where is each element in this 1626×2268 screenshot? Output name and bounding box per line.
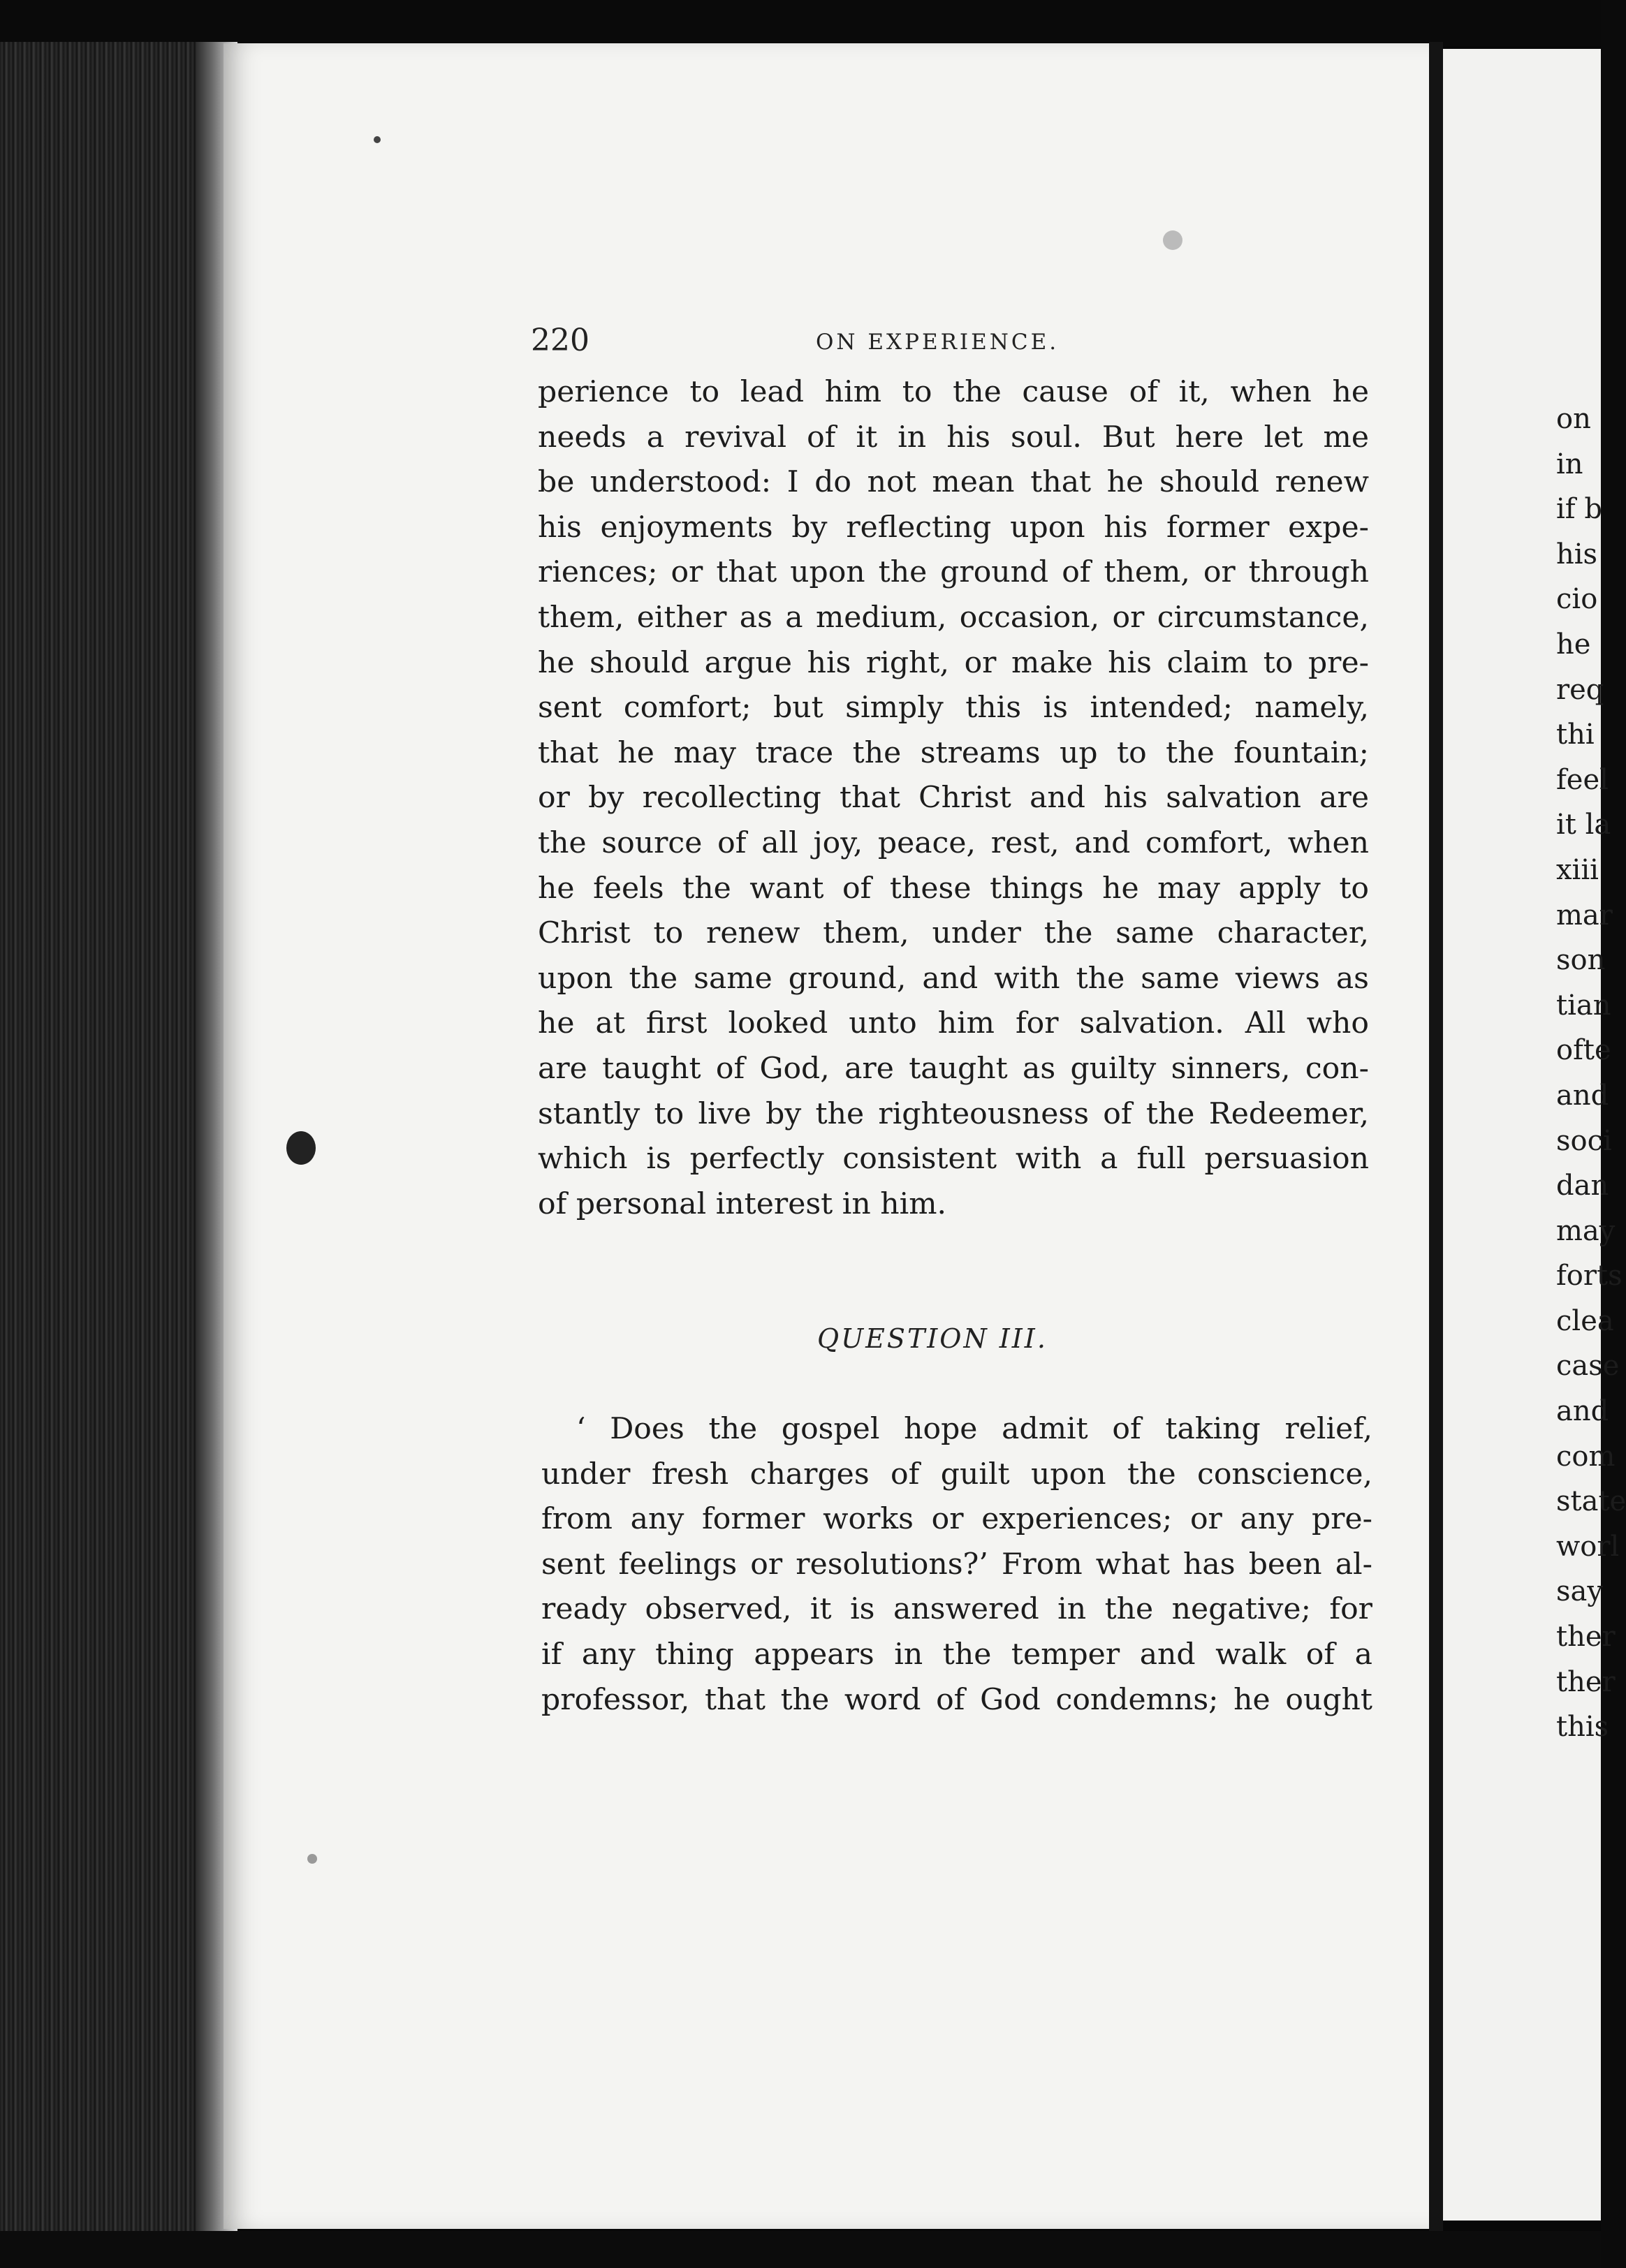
facing-line: his xyxy=(1556,538,1598,570)
facing-line: forts xyxy=(1556,1260,1623,1293)
text-line: his enjoyments by reflecting upon his former expe- xyxy=(538,510,1369,545)
facing-line: cio xyxy=(1556,583,1598,616)
facing-line: worl xyxy=(1556,1530,1620,1563)
text-line: Christ to renew them, under the same character, xyxy=(538,916,1369,951)
paragraph-2 xyxy=(541,1407,1372,1723)
text-line: them, either as a medium, occasion, or circumstance, xyxy=(538,600,1369,635)
paragraph-1 xyxy=(538,370,1369,1227)
facing-line: in xyxy=(1556,448,1583,480)
text-line: ready observed, it is answered in the negative; for xyxy=(541,1592,1372,1627)
text-line: sent comfort; but simply this is intended; namely, xyxy=(538,691,1369,726)
facing-line: ther xyxy=(1556,1621,1616,1654)
text-line: that he may trace the streams up to the fountain; xyxy=(538,735,1369,770)
facing-line: tian xyxy=(1556,989,1611,1022)
facing-line: he xyxy=(1556,628,1591,661)
facing-line: this xyxy=(1556,1711,1609,1744)
page-divider xyxy=(1429,42,1443,2241)
running-head: ON EXPERIENCE. xyxy=(816,330,1060,355)
facing-line: case xyxy=(1556,1350,1620,1383)
dust-speck xyxy=(374,136,381,143)
dust-speck xyxy=(1163,230,1182,250)
section-heading: QUESTION III. xyxy=(817,1323,1048,1354)
text-line: ‘ Does the gospel hope admit of taking relief, xyxy=(576,1412,1372,1446)
facing-line: mar xyxy=(1556,899,1613,932)
dust-speck xyxy=(307,1854,317,1864)
text-line: needs a revival of it in his soul. But here let me xyxy=(538,420,1369,455)
facing-line: ofte xyxy=(1556,1034,1611,1067)
facing-line: state xyxy=(1556,1485,1626,1518)
facing-line: com xyxy=(1556,1440,1616,1473)
text-line: which is perfectly consistent with a full persuasion xyxy=(538,1142,1369,1177)
facing-line: on xyxy=(1556,403,1591,435)
text-line: or by recollecting that Christ and his salvation are xyxy=(538,781,1369,816)
facing-line: xiii xyxy=(1556,853,1599,886)
text-line: under fresh charges of guilt upon the conscience, xyxy=(541,1457,1372,1492)
facing-line: and xyxy=(1556,1395,1609,1428)
page-header xyxy=(531,323,1369,364)
facing-page-text xyxy=(1556,397,1626,1750)
facing-line: thi xyxy=(1556,719,1595,751)
facing-line: it la xyxy=(1556,809,1611,841)
text-line: from any former works or experiences; or any pre- xyxy=(541,1502,1372,1537)
facing-line: feel xyxy=(1556,763,1609,796)
facing-line: ther xyxy=(1556,1665,1616,1698)
text-line: he should argue his right, or make his claim to pre- xyxy=(538,645,1369,680)
text-line: of personal interest in him. xyxy=(538,1186,947,1221)
text-line: professor, that the word of God condemns; he ought xyxy=(541,1682,1372,1717)
facing-line: clea xyxy=(1556,1304,1614,1337)
text-line: perience to lead him to the cause of it, when he xyxy=(538,375,1369,409)
text-line: if any thing appears in the temper and walk of a xyxy=(541,1637,1372,1672)
facing-line: and xyxy=(1556,1079,1609,1112)
facing-line: son xyxy=(1556,944,1606,977)
text-line: riences; or that upon the ground of them, or through xyxy=(538,555,1369,590)
text-line: the source of all joy, peace, rest, and comfort, when xyxy=(538,825,1369,860)
facing-line: may xyxy=(1556,1214,1616,1247)
facing-line: dan xyxy=(1556,1170,1609,1202)
scan-top-border xyxy=(0,0,1601,46)
ink-blot xyxy=(286,1131,316,1165)
facing-line: req xyxy=(1556,673,1604,706)
facing-line: soci xyxy=(1556,1124,1612,1157)
facing-line: if b xyxy=(1556,493,1602,526)
text-line: he feels the want of these things he may apply to xyxy=(538,871,1369,906)
text-line: upon the same ground, and with the same views as xyxy=(538,961,1369,996)
text-line: be understood: I do not mean that he should renew xyxy=(538,465,1369,500)
text-line: are taught of God, are taught as guilty sinners, con- xyxy=(538,1051,1369,1086)
text-line: sent feelings or resolutions?’ From what has been al- xyxy=(541,1547,1372,1582)
text-line: he at first looked unto him for salvation. All who xyxy=(538,1006,1369,1041)
page-number: 220 xyxy=(531,323,589,358)
facing-line: say xyxy=(1556,1575,1603,1608)
text-line: stantly to live by the righteousness of the Redeemer, xyxy=(538,1096,1369,1131)
book-binding-gutter xyxy=(0,42,210,2241)
scan-bottom-border xyxy=(0,2231,1601,2268)
